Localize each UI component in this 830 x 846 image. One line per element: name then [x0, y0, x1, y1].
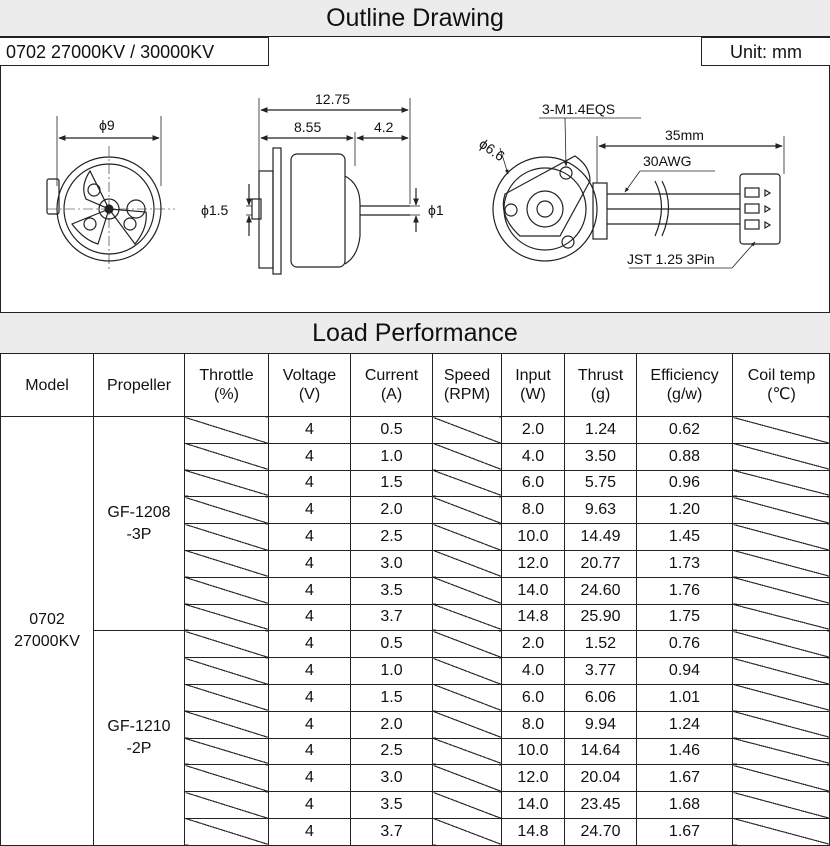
header-line: (g): [590, 386, 611, 403]
column-header: [185, 354, 269, 417]
throttle-cell-empty: [185, 470, 269, 497]
throttle-cell-empty: [185, 658, 269, 685]
throttle-cell-empty: [185, 792, 269, 819]
column-header: [1, 354, 94, 417]
voltage-cell: 4: [269, 792, 351, 819]
column-header: [351, 354, 433, 417]
throttle-cell-empty: [185, 577, 269, 604]
speed-cell-empty: [433, 684, 502, 711]
coil-temp-cell-empty: [733, 417, 830, 444]
propeller-line: -3P: [126, 525, 152, 543]
thrust-cell: 24.70: [565, 818, 637, 845]
rear-view: [493, 118, 784, 268]
input-cell: 12.0: [502, 550, 565, 577]
table-row: [1, 417, 830, 444]
efficiency-cell: 1.45: [637, 524, 733, 551]
input-cell: 10.0: [502, 738, 565, 765]
input-cell: 14.0: [502, 577, 565, 604]
current-cell: 3.5: [351, 577, 433, 604]
header-line: Throttle: [199, 367, 254, 384]
efficiency-cell: 1.01: [637, 684, 733, 711]
speed-cell-empty: [433, 470, 502, 497]
front-view: [47, 116, 175, 271]
speed-cell-empty: [433, 765, 502, 792]
speed-cell-empty: [433, 738, 502, 765]
speed-cell-empty: [433, 524, 502, 551]
voltage-cell: 4: [269, 684, 351, 711]
header-line: Input: [515, 367, 551, 384]
current-cell: 1.5: [351, 684, 433, 711]
thrust-cell: 20.77: [565, 550, 637, 577]
propeller-cell: [94, 417, 185, 631]
thrust-cell: 14.49: [565, 524, 637, 551]
voltage-cell: 4: [269, 604, 351, 631]
outline-drawing: [0, 66, 830, 312]
voltage-cell: 4: [269, 577, 351, 604]
shaft-length-label: 4.2: [374, 119, 394, 135]
input-cell: 8.0: [502, 497, 565, 524]
voltage-cell: 4: [269, 818, 351, 845]
thrust-cell: 1.52: [565, 631, 637, 658]
connector-label: JST 1.25 3Pin: [627, 251, 715, 267]
model-label: 0702 27000KV / 30000KV: [0, 37, 269, 66]
current-cell: 2.5: [351, 524, 433, 551]
current-cell: 3.7: [351, 818, 433, 845]
propeller-line: -2P: [126, 740, 152, 758]
column-header: [94, 354, 185, 417]
coil-temp-cell-empty: [733, 604, 830, 631]
voltage-cell: 4: [269, 711, 351, 738]
header-line: Speed: [443, 367, 491, 384]
thrust-cell: 3.77: [565, 658, 637, 685]
coil-temp-cell-empty: [733, 550, 830, 577]
body-length-label: 8.55: [294, 119, 322, 135]
unit-label: Unit: mm: [701, 37, 830, 66]
thrust-cell: 5.75: [565, 470, 637, 497]
current-cell: 3.5: [351, 792, 433, 819]
header-line: (V): [298, 386, 321, 403]
wire-length-label: 35mm: [665, 127, 704, 143]
header-line: (W): [520, 386, 546, 403]
input-cell: 14.8: [502, 604, 565, 631]
speed-cell-empty: [433, 443, 502, 470]
thrust-cell: 3.50: [565, 443, 637, 470]
wire-gauge-label: 30AWG: [643, 153, 692, 169]
propeller-line: GF-1210: [107, 718, 171, 736]
efficiency-cell: 0.76: [637, 631, 733, 658]
input-cell: 14.8: [502, 818, 565, 845]
column-header: [637, 354, 733, 417]
throttle-cell-empty: [185, 738, 269, 765]
voltage-cell: 4: [269, 470, 351, 497]
mount-diameter-label: ϕ6.6: [476, 135, 508, 165]
coil-temp-cell-empty: [733, 765, 830, 792]
input-cell: 8.0: [502, 711, 565, 738]
throttle-cell-empty: [185, 604, 269, 631]
throttle-cell-empty: [185, 631, 269, 658]
thrust-cell: 9.94: [565, 711, 637, 738]
efficiency-cell: 0.62: [637, 417, 733, 444]
current-cell: 2.0: [351, 711, 433, 738]
current-cell: 1.0: [351, 443, 433, 470]
input-cell: 14.0: [502, 792, 565, 819]
voltage-cell: 4: [269, 443, 351, 470]
throttle-cell-empty: [185, 524, 269, 551]
coil-temp-cell-empty: [733, 792, 830, 819]
input-cell: 4.0: [502, 658, 565, 685]
header-line: Model: [25, 376, 69, 394]
coil-temp-cell-empty: [733, 711, 830, 738]
header-line: Voltage: [282, 367, 337, 384]
speed-cell-empty: [433, 577, 502, 604]
performance-table: [0, 353, 830, 846]
efficiency-cell: 0.88: [637, 443, 733, 470]
throttle-cell-empty: [185, 818, 269, 845]
throttle-cell-empty: [185, 765, 269, 792]
coil-temp-cell-empty: [733, 443, 830, 470]
efficiency-cell: 1.67: [637, 765, 733, 792]
speed-cell-empty: [433, 711, 502, 738]
coil-temp-cell-empty: [733, 631, 830, 658]
efficiency-cell: 1.73: [637, 550, 733, 577]
speed-cell-empty: [433, 792, 502, 819]
input-cell: 10.0: [502, 524, 565, 551]
column-header: [433, 354, 502, 417]
column-header: [733, 354, 830, 417]
header-line: Current: [364, 367, 419, 384]
voltage-cell: 4: [269, 497, 351, 524]
input-cell: 2.0: [502, 417, 565, 444]
voltage-cell: 4: [269, 417, 351, 444]
voltage-cell: 4: [269, 765, 351, 792]
efficiency-cell: 1.20: [637, 497, 733, 524]
load-performance-title: Load Performance: [0, 312, 830, 354]
propeller-line: GF-1208: [107, 503, 171, 521]
thrust-cell: 20.04: [565, 765, 637, 792]
speed-cell-empty: [433, 550, 502, 577]
column-header: [269, 354, 351, 417]
coil-temp-cell-empty: [733, 524, 830, 551]
efficiency-cell: 1.67: [637, 818, 733, 845]
header-line: Coil temp: [747, 367, 816, 384]
throttle-cell-empty: [185, 711, 269, 738]
header-line: (g/w): [666, 386, 703, 403]
voltage-cell: 4: [269, 550, 351, 577]
input-cell: 2.0: [502, 631, 565, 658]
model-cell: [1, 417, 94, 846]
coil-temp-cell-empty: [733, 470, 830, 497]
current-cell: 3.0: [351, 765, 433, 792]
current-cell: 3.7: [351, 604, 433, 631]
outline-drawing-title: Outline Drawing: [0, 0, 830, 37]
efficiency-cell: 1.24: [637, 711, 733, 738]
input-cell: 6.0: [502, 470, 565, 497]
thrust-cell: 23.45: [565, 792, 637, 819]
voltage-cell: 4: [269, 524, 351, 551]
throttle-cell-empty: [185, 443, 269, 470]
input-cell: 12.0: [502, 765, 565, 792]
header-line: (%): [214, 386, 239, 403]
base-shaft-diameter-label: ϕ1.5: [201, 202, 229, 218]
model-line: 27000KV: [14, 632, 80, 650]
coil-temp-cell-empty: [733, 684, 830, 711]
table-header-row: [1, 354, 830, 417]
coil-temp-cell-empty: [733, 738, 830, 765]
speed-cell-empty: [433, 497, 502, 524]
current-cell: 0.5: [351, 631, 433, 658]
throttle-cell-empty: [185, 497, 269, 524]
speed-cell-empty: [433, 417, 502, 444]
propeller-cell: [94, 631, 185, 845]
column-header: [502, 354, 565, 417]
coil-temp-cell-empty: [733, 818, 830, 845]
throttle-cell-empty: [185, 417, 269, 444]
speed-cell-empty: [433, 658, 502, 685]
input-cell: 6.0: [502, 684, 565, 711]
coil-temp-cell-empty: [733, 497, 830, 524]
total-length-label: 12.75: [315, 91, 351, 107]
voltage-cell: 4: [269, 738, 351, 765]
speed-cell-empty: [433, 631, 502, 658]
thrust-cell: 24.60: [565, 577, 637, 604]
throttle-cell-empty: [185, 684, 269, 711]
thrust-cell: 6.06: [565, 684, 637, 711]
speed-cell-empty: [433, 604, 502, 631]
efficiency-cell: 1.76: [637, 577, 733, 604]
coil-temp-cell-empty: [733, 658, 830, 685]
shaft-diameter-label: ϕ1: [428, 202, 444, 218]
current-cell: 0.5: [351, 417, 433, 444]
model-line: 0702: [29, 610, 65, 628]
header-line: (RPM): [443, 386, 491, 403]
header-line: (℃): [767, 386, 796, 403]
front-diameter-label: ϕ9: [99, 117, 115, 133]
thrust-cell: 25.90: [565, 604, 637, 631]
voltage-cell: 4: [269, 631, 351, 658]
thrust-cell: 14.64: [565, 738, 637, 765]
efficiency-cell: 0.96: [637, 470, 733, 497]
screws-label: 3-M1.4EQS: [542, 101, 616, 117]
header-line: Propeller: [106, 376, 172, 394]
column-header: [565, 354, 637, 417]
current-cell: 3.0: [351, 550, 433, 577]
header-line: Thrust: [577, 367, 624, 384]
header-line: Efficiency: [650, 367, 719, 384]
current-cell: 2.5: [351, 738, 433, 765]
efficiency-cell: 1.68: [637, 792, 733, 819]
side-view: [246, 98, 420, 274]
input-cell: 4.0: [502, 443, 565, 470]
coil-temp-cell-empty: [733, 577, 830, 604]
thrust-cell: 1.24: [565, 417, 637, 444]
current-cell: 1.5: [351, 470, 433, 497]
efficiency-cell: 1.46: [637, 738, 733, 765]
throttle-cell-empty: [185, 550, 269, 577]
efficiency-cell: 1.75: [637, 604, 733, 631]
efficiency-cell: 0.94: [637, 658, 733, 685]
voltage-cell: 4: [269, 658, 351, 685]
speed-cell-empty: [433, 818, 502, 845]
current-cell: 2.0: [351, 497, 433, 524]
table-row: [1, 631, 830, 658]
thrust-cell: 9.63: [565, 497, 637, 524]
current-cell: 1.0: [351, 658, 433, 685]
header-line: (A): [380, 386, 403, 403]
